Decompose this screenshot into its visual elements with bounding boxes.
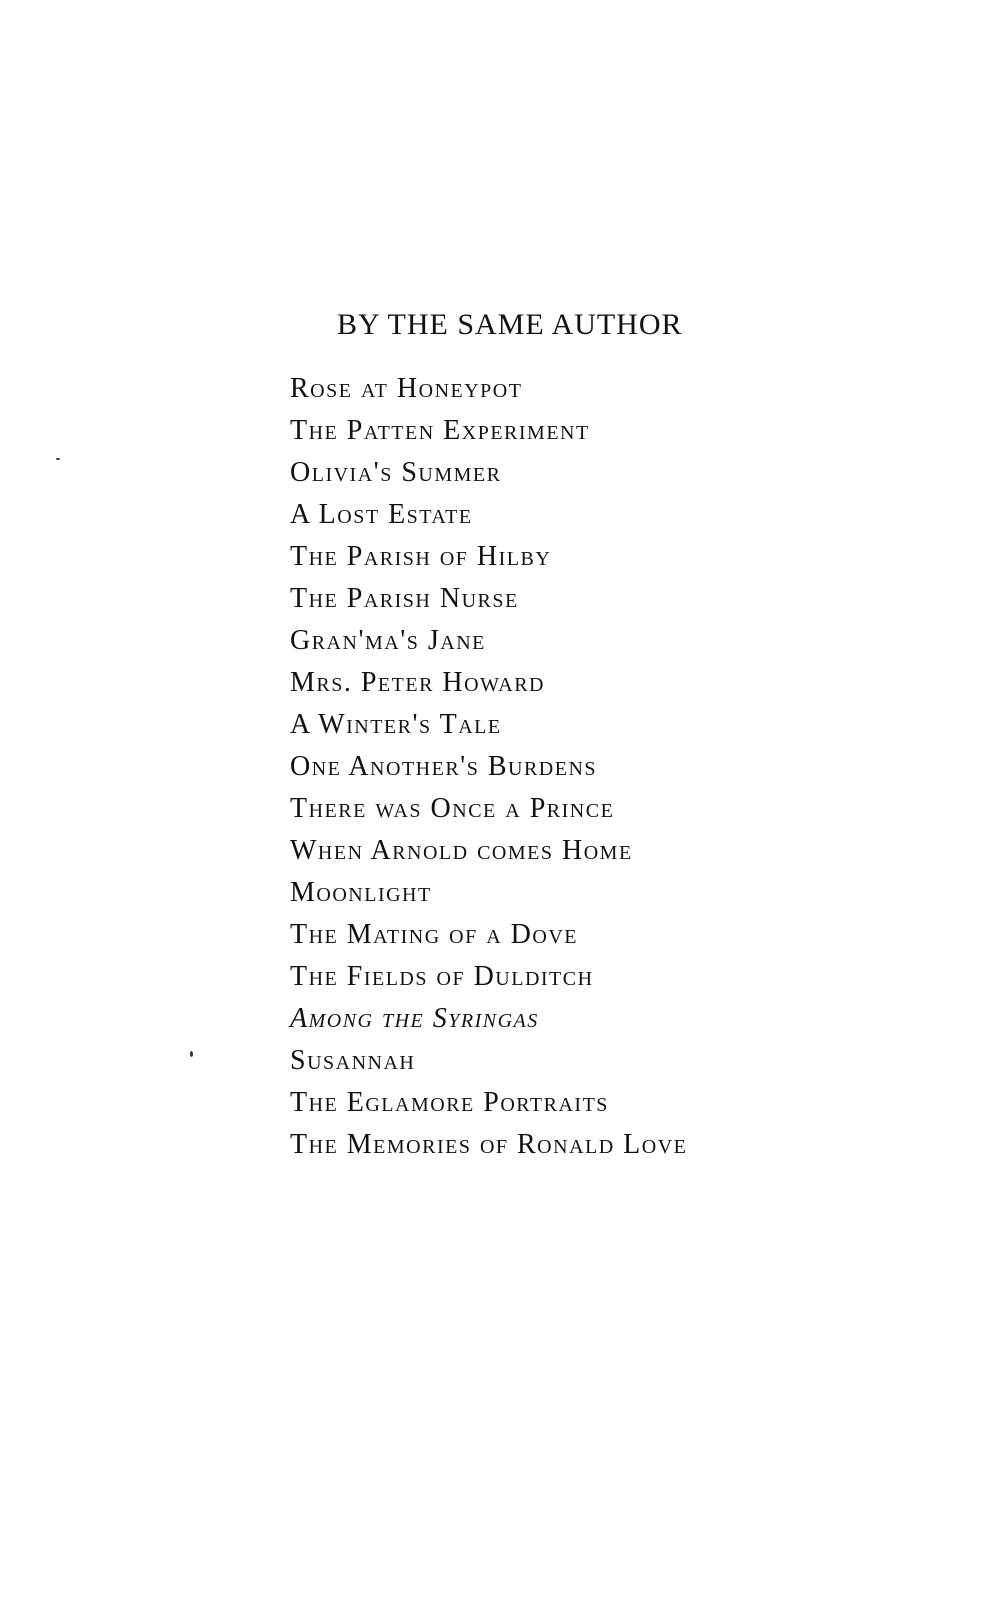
list-item: The Memories of Ronald Love	[290, 1129, 688, 1160]
list-item: Rose at Honeypot	[290, 373, 523, 404]
list-item: Gran'ma's Jane	[290, 625, 486, 656]
list-item: A Lost Estate	[290, 499, 473, 530]
page-heading: BY THE SAME AUTHOR	[337, 308, 683, 341]
list-item: One Another's Burdens	[290, 751, 598, 782]
list-item: Moonlight	[290, 877, 432, 908]
book-title-list	[290, 368, 687, 1166]
list-item: Olivia's Summer	[290, 457, 502, 488]
list-item: There was Once a Prince	[290, 793, 615, 824]
scan-speck	[56, 458, 60, 460]
list-item: The Parish of Hilby	[290, 541, 552, 572]
list-item: The Parish Nurse	[290, 583, 519, 614]
list-item: The Fields of Dulditch	[290, 961, 594, 992]
list-item: The Patten Experiment	[290, 415, 590, 446]
list-item: Susannah	[290, 1045, 416, 1076]
scan-speck	[190, 1051, 193, 1057]
list-item: When Arnold comes Home	[290, 835, 633, 866]
list-item: The Mating of a Dove	[290, 919, 578, 950]
list-item: Mrs. Peter Howard	[290, 667, 545, 698]
list-item: The Eglamore Portraits	[290, 1087, 609, 1118]
list-item: Among the Syringas	[290, 1003, 539, 1034]
list-item: A Winter's Tale	[290, 709, 502, 740]
